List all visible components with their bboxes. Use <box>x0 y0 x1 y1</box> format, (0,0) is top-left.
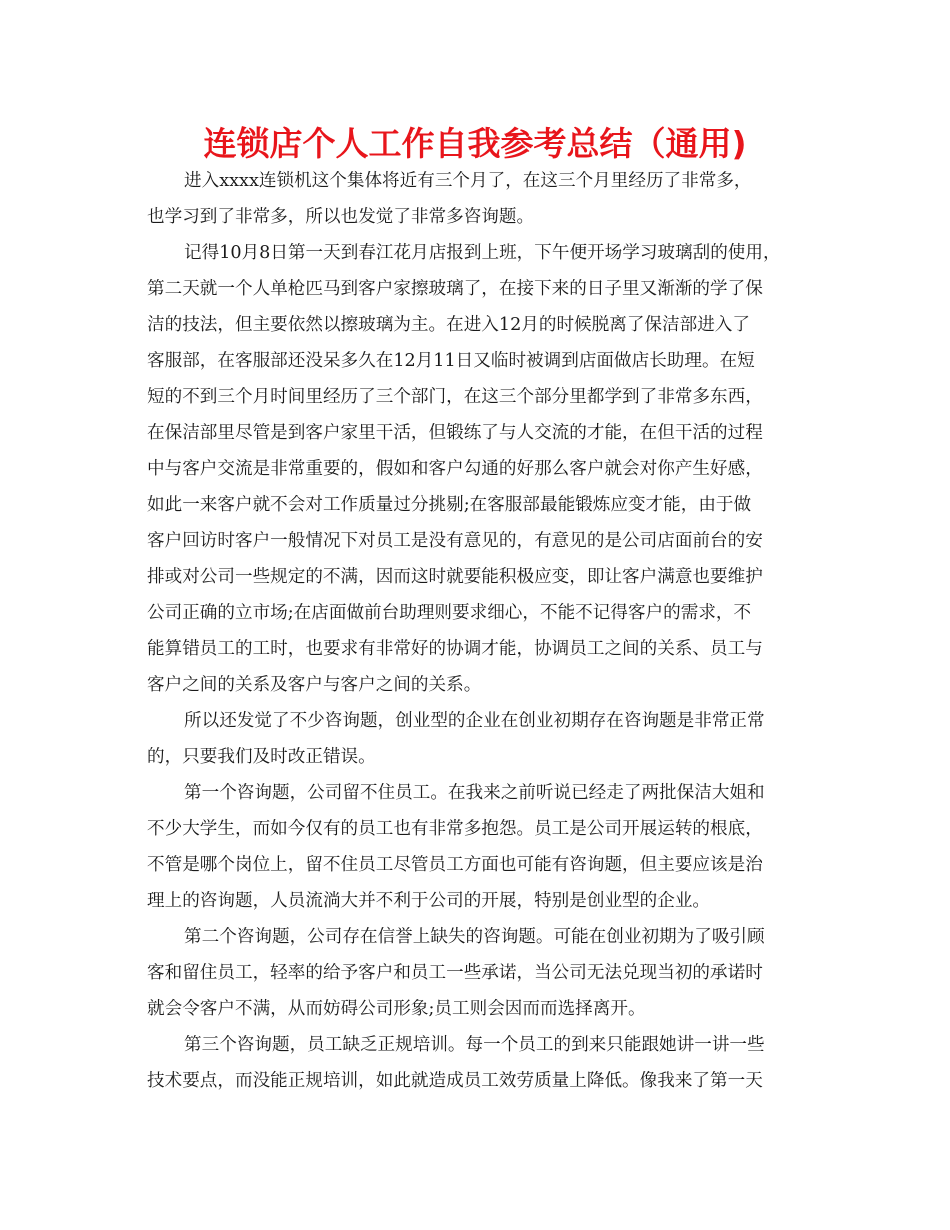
text-line: 记得10月8日第一天到春江花月店报到上班，下午便开场学习玻璃刮的使用， <box>184 243 781 263</box>
text-line: 洁的技法，但主要依然以擦玻璃为主。在进入12月的时候脱离了保洁部进入了 <box>147 315 750 335</box>
text-line: 在保洁部里尽管是到客户家里干活，但锻练了与人交流的才能，在但干活的过程 <box>147 423 763 443</box>
text-line: 第三个咨询题，员工缺乏正规培训。每一个员工的到来只能跟她讲一讲一些 <box>184 1035 765 1055</box>
text-line: 短的不到三个月时间里经历了三个部门，在这三个部分里都学到了非常多东西， <box>147 387 763 407</box>
text-line: 理上的咨询题，人员流淌大并不利于公司的开展，特别是创业型的企业。 <box>147 891 711 911</box>
paragraph <box>147 1027 807 1099</box>
text-line: 排或对公司一些规定的不满，因而这时就要能积极应变，即让客户满意也要维护 <box>147 567 763 587</box>
text-line: 也学习到了非常多，所以也发觉了非常多咨询题。 <box>147 207 535 227</box>
text-line: 技术要点，而没能正规培训，如此就造成员工效劳质量上降低。像我来了第一天 <box>147 1071 763 1091</box>
text-line: 第一个咨询题，公司留不住员工。在我来之前听说已经走了两批保洁大姐和 <box>184 783 765 803</box>
text-line: 第二个咨询题，公司存在信誉上缺失的咨询题。可能在创业初期为了吸引顾 <box>184 927 765 947</box>
document-title: 连锁店个人工作自我参考总结（通用) <box>203 124 747 163</box>
document-body <box>147 163 807 1099</box>
text-line: 客服部，在客服部还没呆多久在12月11日又临时被调到店面做店长助理。在短 <box>147 351 755 371</box>
text-line: 进入xxxx连锁机这个集体将近有三个月了，在这三个月里经历了非常多， <box>184 171 752 191</box>
paragraph <box>147 703 807 775</box>
text-line: 客和留住员工，轻率的给予客户和员工一些承诺，当公司无法兑现当初的承诺时 <box>147 963 763 983</box>
text-line: 不少大学生，而如今仅有的员工也有非常多抱怨。员工是公司开展运转的根底， <box>147 819 763 839</box>
text-line: 客户回访时客户一般情况下对员工是没有意见的，有意见的是公司店面前台的安 <box>147 531 763 551</box>
text-line: 客户之间的关系及客户与客户之间的关系。 <box>147 675 482 695</box>
paragraph <box>147 919 807 1027</box>
text-line: 的，只要我们及时改正错误。 <box>147 747 376 767</box>
text-line: 能算错员工的工时，也要求有非常好的协调才能，协调员工之间的关系、员工与 <box>147 639 763 659</box>
text-line: 所以还发觉了不少咨询题，创业型的企业在创业初期存在咨询题是非常正常 <box>184 711 765 731</box>
text-line: 就会令客户不满，从而妨碍公司形象;员工则会因而而选择离开。 <box>147 999 646 1019</box>
text-line: 中与客户交流是非常重要的，假如和客户勾通的好那么客户就会对你产生好感， <box>147 459 763 479</box>
paragraph <box>147 235 807 703</box>
text-line: 如此一来客户就不会对工作质量过分挑剔;在客服部最能锻炼应变才能，由于做 <box>147 495 752 515</box>
paragraph <box>147 775 807 919</box>
text-line: 公司正确的立市场;在店面做前台助理则要求细心，不能不记得客户的需求，不 <box>147 603 752 623</box>
text-line: 不管是哪个岗位上，留不住员工尽管员工方面也可能有咨询题，但主要应该是治 <box>147 855 763 875</box>
paragraph <box>147 163 807 235</box>
text-line: 第二天就一个人单枪匹马到客户家擦玻璃了，在接下来的日子里又渐渐的学了保 <box>147 279 763 299</box>
